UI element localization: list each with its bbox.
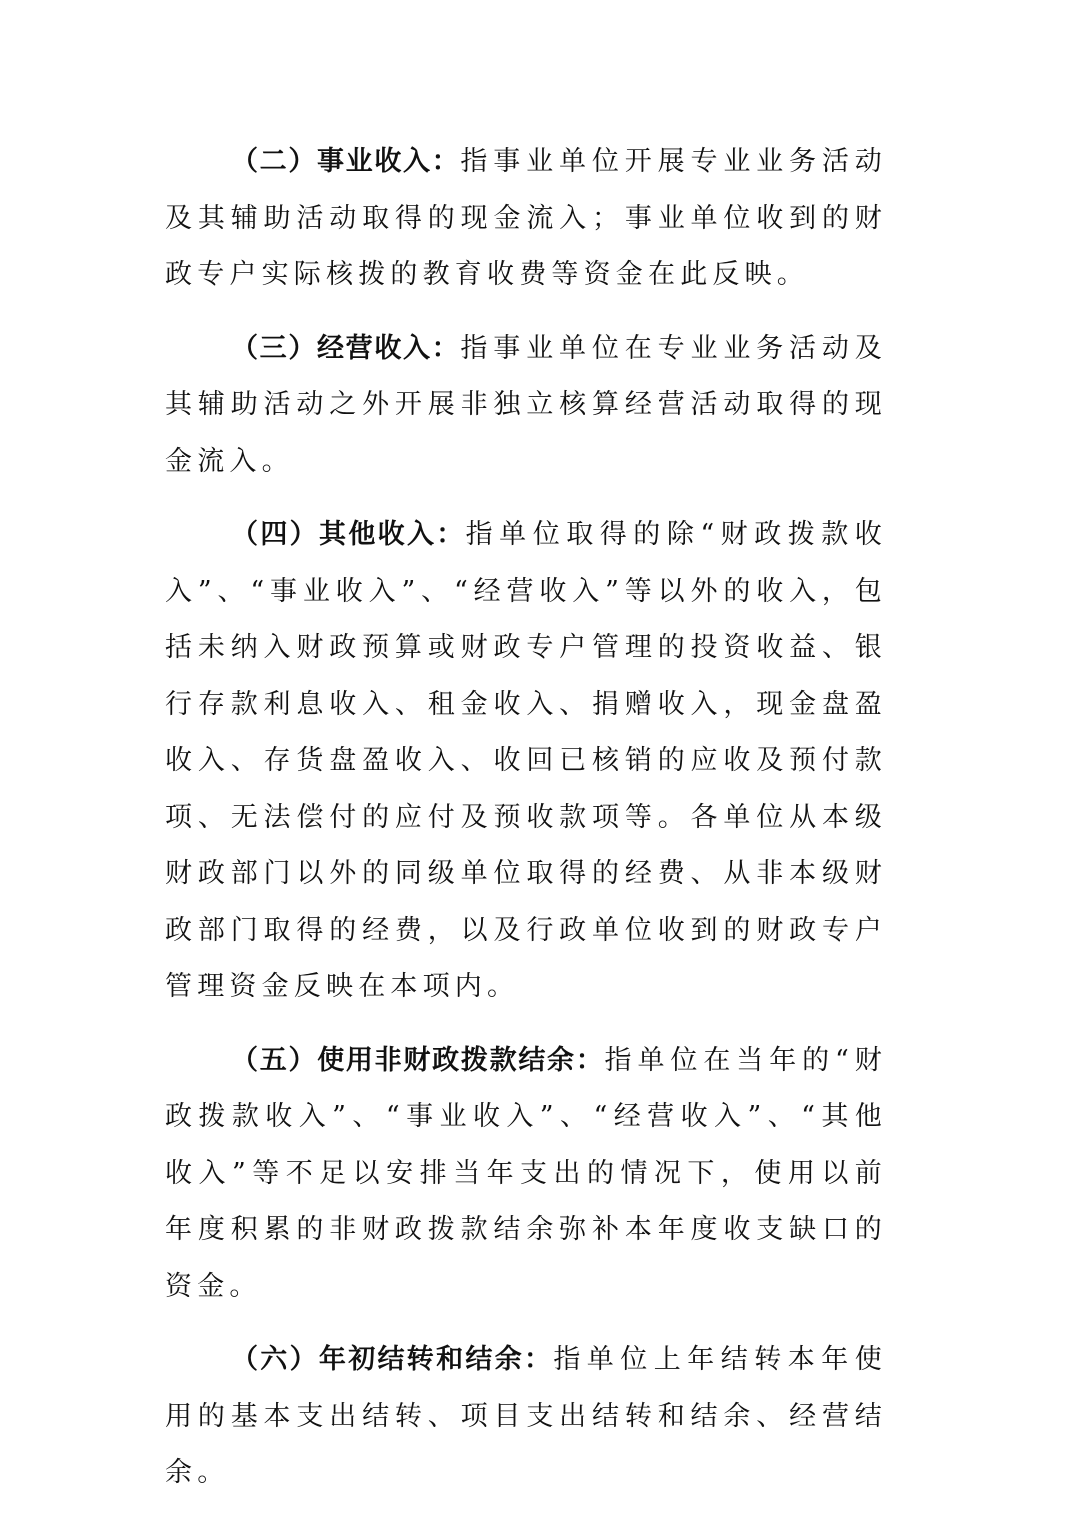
paragraph-text: 指单位取得的除“财政拨款收入”、“事业收入”、“经营收入”等以外的收入，包括未纳入财政预算或财政专户管理的投资收益、银行存款利息收入、租金收入、捐赠收入，现金盘盈收入、存货盘盈收入、收回已核销的应收及预付款项、无法偿付的应付及预收款项等。各单位从本级财政部门以外的同级单位取得的经费、从非本级财政部门取得的经费，以及行政单位收到的财政专户管理资金反映在本项内。: [165, 519, 887, 1002]
paragraph-other-income: [165, 507, 887, 1016]
paragraph-heading: （三）经营收入：: [231, 332, 461, 364]
paragraph-carryover-balance: [165, 1332, 887, 1502]
paragraph-text: 指事业单位在专业业务活动及其辅助活动之外开展非独立核算经营活动取得的现金流入。: [165, 332, 887, 477]
paragraph-operating-income: [165, 321, 887, 491]
paragraph-non-fiscal-surplus: [165, 1033, 887, 1316]
document-body: [165, 134, 887, 1519]
paragraph-heading: （五）使用非财政拨款结余：: [231, 1044, 605, 1076]
paragraph-heading: （二）事业收入：: [231, 146, 461, 177]
paragraph-business-income: [165, 134, 887, 304]
paragraph-heading: （六）年初结转和结余：: [231, 1344, 554, 1375]
paragraph-text: 指单位上年结转本年使用的基本支出结转、项目支出结转和结余、经营结余。: [165, 1344, 888, 1488]
paragraph-text: 指单位在当年的“财政拨款收入”、“事业收入”、“经营收入”、“其他收入”等不足以安排当年支出的情况下，使用以前年度积累的非财政拨款结余弥补本年度收支缺口的资金。: [165, 1044, 887, 1302]
paragraph-heading: （四）其他收入：: [231, 519, 466, 550]
paragraph-text: 指事业单位开展专业业务活动及其辅助活动取得的现金流入；事业单位收到的财政专户实际核拨的教育收费等资金在此反映。: [165, 146, 887, 290]
